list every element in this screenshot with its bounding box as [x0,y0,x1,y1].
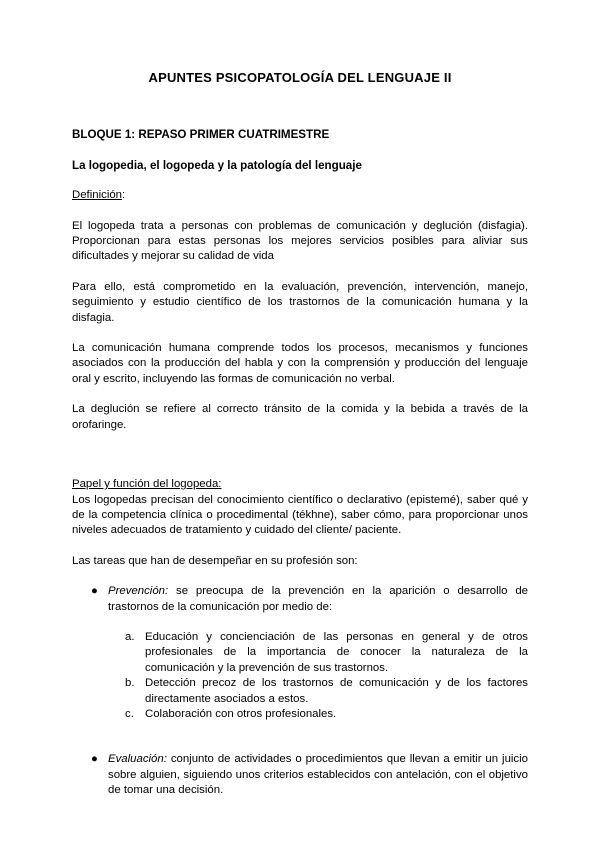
definition-paragraph-1: El logopeda trata a personas con problemas de comunicación y deglución (disfagia). Proporcionan para estas personas los mejores servicios posibles para aliviar sus dificultades y mejorar su calidad de vida [72,219,528,263]
sub-item [125,630,528,676]
sub-item-text: Colaboración con otros profesionales. [145,707,337,720]
sub-item-marker: c. [125,707,134,720]
definition-label [72,188,528,203]
definition-label-text: Definición [72,189,123,202]
sub-item [125,707,528,722]
definition-paragraph-3: La comunicación humana comprende todos los procesos, mecanismos y funciones asociados con la producción del habla y con la comprensión y producción del lenguaje oral y escrito, incluyendo las formas de comunicación no verbal. [72,342,528,385]
sub-item-text: Educación y concienciación de las personas en general y de otros profesionales de la importancia de conocer la naturaleza de la comunicación y la prevención de sus trastornos. [145,630,528,674]
tasks-intro: Las tareas que han de desempeñar en su profesión son: [72,554,358,567]
block-title: BLOQUE 1: REPASO PRIMER CUATRIMESTRE [72,128,330,142]
task-text: conjunto de actividades o procedimientos que llevan a emitir un juicio sobre alguien, siguiendo unos criterios establecidos con antelación, con el objetivo de tomar una decisión. [108,753,528,797]
task-evaluation [72,752,528,798]
sub-item [125,676,528,707]
task-prevention [72,584,528,722]
task-term: Evaluación: [108,753,167,766]
tasks-list [72,584,528,798]
document-title: APUNTES PSICOPATOLOGÍA DEL LENGUAJE II [148,70,452,85]
task-text: se preocupa de la prevención en la aparición o desarrollo de trastornos de la comunicación por medio de: [108,585,528,613]
role-paragraph: Los logopedas precisan del conocimiento científico o declarativo (epistemé), saber qué y de la competencia clínica o procedimental (tékhne), saber cómo, para proporcionar unos niveles adecuados de tratamiento y cuidado del cliente/ paciente. [72,493,528,537]
prevention-sublist [125,630,528,722]
task-term: Prevención: [108,585,169,598]
bullet-icon: ● [91,753,98,766]
role-label: Papel y función del logopeda: [72,478,222,491]
definition-paragraph-2: Para ello, está comprometido en la evaluación, prevención, intervención, manejo, seguimiento y estudio científico de los trastornos de la comunicación humana y la disfagia. [72,280,528,324]
prevention-sublist-wrap [108,630,528,722]
sub-item-text: Detección precoz de los trastornos de comunicación y de los factores directamente asociados a estos. [145,677,528,705]
definition-paragraph-4: La deglución se refiere al correcto tránsito de la comida y la bebida a través de la orofaringe. [72,403,528,431]
definition-label-suffix: : [122,189,126,202]
sub-item-marker: b. [125,677,135,690]
sub-item-marker: a. [125,630,135,643]
section-title: La logopedia, el logopeda y la patología del lenguaje [72,158,362,172]
bullet-icon: ● [91,585,98,598]
